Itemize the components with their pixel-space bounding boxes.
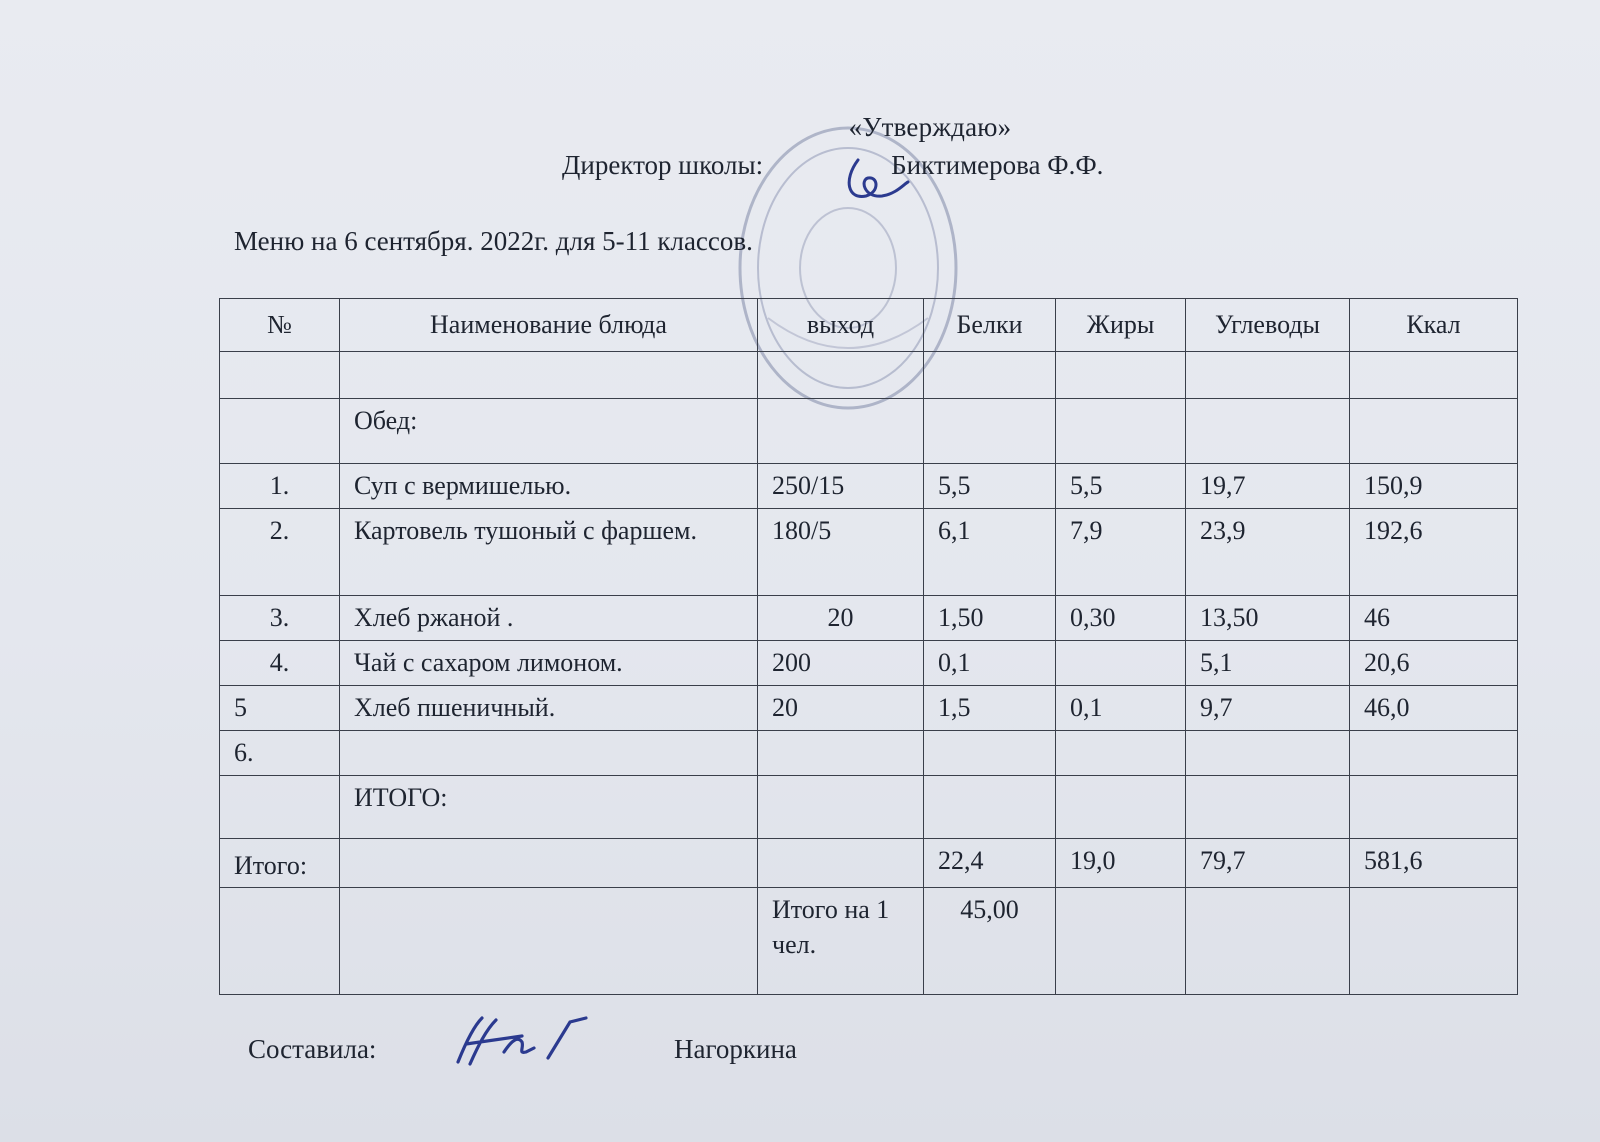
col-header-fats: Жиры bbox=[1056, 299, 1186, 352]
menu-table bbox=[219, 298, 1518, 995]
table-row bbox=[220, 731, 1518, 776]
itogo-caps-label: ИТОГО: bbox=[340, 776, 758, 839]
director-label: Директор школы: bbox=[562, 150, 764, 180]
table-row bbox=[220, 509, 1518, 596]
cell-output: 180/5 bbox=[758, 509, 924, 596]
cell-kcal: 20,6 bbox=[1350, 641, 1518, 686]
table-row-itogo-caps bbox=[220, 776, 1518, 839]
table-row bbox=[220, 641, 1518, 686]
cell-proteins: 6,1 bbox=[924, 509, 1056, 596]
total-label: Итого: bbox=[220, 839, 340, 888]
cell-fats: 7,9 bbox=[1056, 509, 1186, 596]
composer-line bbox=[248, 1034, 797, 1065]
cell-fats: 5,5 bbox=[1056, 464, 1186, 509]
cell-carbs: 13,50 bbox=[1186, 596, 1350, 641]
cell-carbs: 9,7 bbox=[1186, 686, 1350, 731]
composed-label: Составила: bbox=[248, 1034, 377, 1064]
director-signature-icon bbox=[838, 150, 910, 208]
total-carbs: 79,7 bbox=[1186, 839, 1350, 888]
director-name: Биктимерова Ф.Ф. bbox=[891, 150, 1104, 180]
cell-num: 1. bbox=[220, 464, 340, 509]
table-header-row bbox=[220, 299, 1518, 352]
approve-line bbox=[0, 112, 1600, 143]
table-row-empty bbox=[220, 352, 1518, 399]
cell-name: Хлеб пшеничный. bbox=[340, 686, 758, 731]
cell-kcal bbox=[1350, 731, 1518, 776]
menu-title: Меню на 6 сентября. 2022г. для 5-11 классов. bbox=[234, 226, 753, 256]
cell-kcal: 46,0 bbox=[1350, 686, 1518, 731]
total-kcal: 581,6 bbox=[1350, 839, 1518, 888]
cell-proteins: 0,1 bbox=[924, 641, 1056, 686]
cell-proteins: 1,5 bbox=[924, 686, 1056, 731]
col-header-carbs: Углеводы bbox=[1186, 299, 1350, 352]
col-header-kcal: Ккал bbox=[1350, 299, 1518, 352]
total-proteins: 22,4 bbox=[924, 839, 1056, 888]
col-header-name: Наименование блюда bbox=[340, 299, 758, 352]
total-fats: 19,0 bbox=[1056, 839, 1186, 888]
table-row-total bbox=[220, 839, 1518, 888]
composer-signature-icon bbox=[452, 1012, 602, 1072]
table-row-per-person bbox=[220, 888, 1518, 995]
cell-output: 200 bbox=[758, 641, 924, 686]
cell-name: Картовель тушоный с фаршем. bbox=[340, 509, 758, 596]
cell-output: 20 bbox=[758, 686, 924, 731]
per-person-label: Итого на 1 чел. bbox=[758, 888, 924, 995]
cell-name: Чай с сахаром лимоном. bbox=[340, 641, 758, 686]
cell-fats: 0,1 bbox=[1056, 686, 1186, 731]
col-header-proteins: Белки bbox=[924, 299, 1056, 352]
cell-fats bbox=[1056, 641, 1186, 686]
cell-num: 5 bbox=[220, 686, 340, 731]
cell-carbs: 23,9 bbox=[1186, 509, 1350, 596]
cell-output: 20 bbox=[758, 596, 924, 641]
cell-kcal: 192,6 bbox=[1350, 509, 1518, 596]
cell-fats: 0,30 bbox=[1056, 596, 1186, 641]
cell-carbs: 19,7 bbox=[1186, 464, 1350, 509]
table-row bbox=[220, 464, 1518, 509]
table-row bbox=[220, 686, 1518, 731]
director-line bbox=[562, 150, 1103, 181]
section-label: Обед: bbox=[340, 399, 758, 464]
table-row bbox=[220, 596, 1518, 641]
cell-kcal: 150,9 bbox=[1350, 464, 1518, 509]
composed-name: Нагоркина bbox=[674, 1034, 797, 1064]
col-header-num: № bbox=[220, 299, 340, 352]
approve-text: «Утверждаю» bbox=[848, 112, 1012, 142]
cell-name bbox=[340, 731, 758, 776]
col-header-output: выход bbox=[758, 299, 924, 352]
cell-proteins: 1,50 bbox=[924, 596, 1056, 641]
cell-name: Хлеб ржаной . bbox=[340, 596, 758, 641]
per-person-value: 45,00 bbox=[924, 888, 1056, 995]
cell-output bbox=[758, 731, 924, 776]
cell-fats bbox=[1056, 731, 1186, 776]
cell-name: Суп с вермишелью. bbox=[340, 464, 758, 509]
cell-proteins: 5,5 bbox=[924, 464, 1056, 509]
cell-num: 3. bbox=[220, 596, 340, 641]
table-row-section bbox=[220, 399, 1518, 464]
cell-carbs: 5,1 bbox=[1186, 641, 1350, 686]
cell-num: 2. bbox=[220, 509, 340, 596]
cell-num: 6. bbox=[220, 731, 340, 776]
cell-num: 4. bbox=[220, 641, 340, 686]
cell-output: 250/15 bbox=[758, 464, 924, 509]
cell-kcal: 46 bbox=[1350, 596, 1518, 641]
cell-carbs bbox=[1186, 731, 1350, 776]
cell-proteins bbox=[924, 731, 1056, 776]
